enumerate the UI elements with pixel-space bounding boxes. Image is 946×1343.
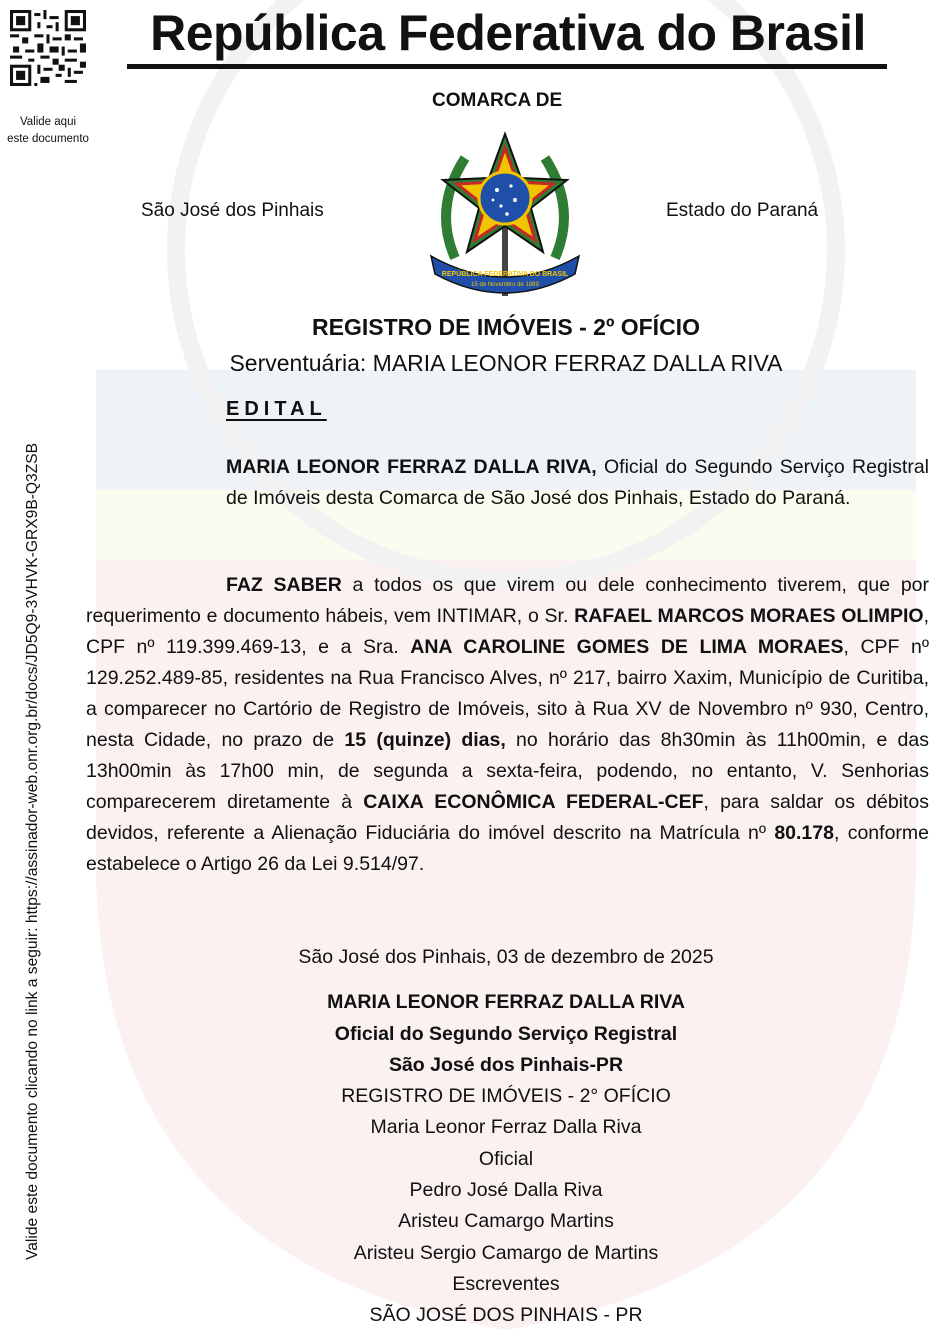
- qr-caption: [0, 114, 96, 148]
- intro-text: Oficial do Segundo Serviço Registral de Imóveis desta Comarca de São José dos Pinhais, Estado do Paraná.: [226, 456, 929, 509]
- body-name-2: ANA CAROLINE GOMES DE LIMA MORAES: [410, 636, 844, 658]
- stamp-line: Maria Leonor Ferraz Dalla Riva: [370, 1116, 642, 1139]
- edital-intro: [226, 452, 929, 514]
- stamp-line: SÃO JOSÉ DOS PINHAIS - PR: [369, 1304, 643, 1327]
- emblem-date-text: 15 de Novembro de 1889: [471, 282, 539, 288]
- signature-block: [0, 942, 946, 1332]
- signature-place: São José dos Pinhais-PR: [388, 1053, 624, 1076]
- body-faz-saber: FAZ SABER: [226, 574, 342, 596]
- edital-heading: EDITAL: [226, 398, 327, 420]
- stamp-line: Escreventes: [452, 1272, 560, 1295]
- stamp-line: Aristeu Camargo Martins: [398, 1210, 614, 1233]
- qr-code[interactable]: [10, 10, 86, 86]
- comarca-label: COMARCA DE: [432, 90, 563, 111]
- body-text-4: no horário das 8h30min às 11h00min, e das 13h00min às 17h00 min, de segunda a sexta-feira, podendo, no entanto, V. Senhorias comparecerem diretamente à: [86, 729, 929, 813]
- city-label: São José dos Pinhais: [141, 200, 324, 221]
- intro-name: MARIA LEONOR FERRAZ DALLA RIVA,: [226, 456, 597, 478]
- stamp-line: REGISTRO DE IMÓVEIS - 2° OFÍCIO: [341, 1085, 671, 1108]
- body-name-1: RAFAEL MARCOS MORAES OLIMPIO: [574, 605, 924, 627]
- body-creditor: CAIXA ECONÔMICA FEDERAL-CEF: [363, 791, 704, 813]
- qr-caption-line2: este documento: [7, 133, 89, 145]
- body-deadline: 15 (quinze) dias,: [344, 729, 506, 751]
- stamp-line: Pedro José Dalla Riva: [409, 1179, 603, 1202]
- state-label: Estado do Paraná: [666, 200, 819, 221]
- edital-body: [86, 570, 929, 880]
- body-text-6: , conforme estabelece o Artigo 26 da Lei 9.514/97.: [86, 822, 929, 875]
- validation-link[interactable]: Valide este documento clicando no link a seguir: https://assinador-web.onr.org.br/docs/JD5Q9-3VHVK-GRX9B-Q3ZSB: [24, 442, 41, 1260]
- page-title: República Federativa do Brasil: [150, 5, 866, 61]
- signature-name: MARIA LEONOR FERRAZ DALLA RIVA: [327, 991, 685, 1014]
- signature-role: Oficial do Segundo Serviço Registral: [334, 1022, 678, 1045]
- header-divider: [127, 64, 887, 69]
- emblem-ribbon-text: REPÚBLICA FEDERATIVA DO BRASIL: [441, 271, 569, 278]
- serventuaria-line: Serventuária: MARIA LEONOR FERRAZ DALLA RIVA: [229, 350, 783, 376]
- stamp-line: Aristeu Sergio Camargo de Martins: [353, 1241, 659, 1264]
- body-text-2: , CPF nº 119.399.469-13, e a Sra.: [86, 605, 929, 658]
- body-text-1: a todos os que virem ou dele conhecimento tiverem, que por requerimento e documento hábeis, vem INTIMAR, o Sr.: [86, 574, 930, 627]
- body-text-5: , para saldar os débitos devidos, referente a Alienação Fiduciária do imóvel descrito na Matrícula nº: [86, 791, 930, 844]
- office-title: REGISTRO DE IMÓVEIS - 2º OFÍCIO: [312, 314, 700, 340]
- brazil-coat-of-arms-icon: [425, 128, 585, 298]
- body-matricula: 80.178: [774, 822, 834, 844]
- qr-caption-line1: Valide aqui: [19, 116, 77, 128]
- body-text-3: , CPF nº 129.252.489-85, residentes na Rua Francisco Alves, nº 217, bairro Xaxim, Município de Curitiba, a comparecer no Cartório de Registro de Imóveis, sito à Rua XV de Novembro nº 930, Centro, nesta Cidade, no prazo de: [86, 636, 929, 751]
- stamp-line: Oficial: [478, 1147, 534, 1170]
- signature-date: São José dos Pinhais, 03 de dezembro de 2025: [298, 946, 714, 968]
